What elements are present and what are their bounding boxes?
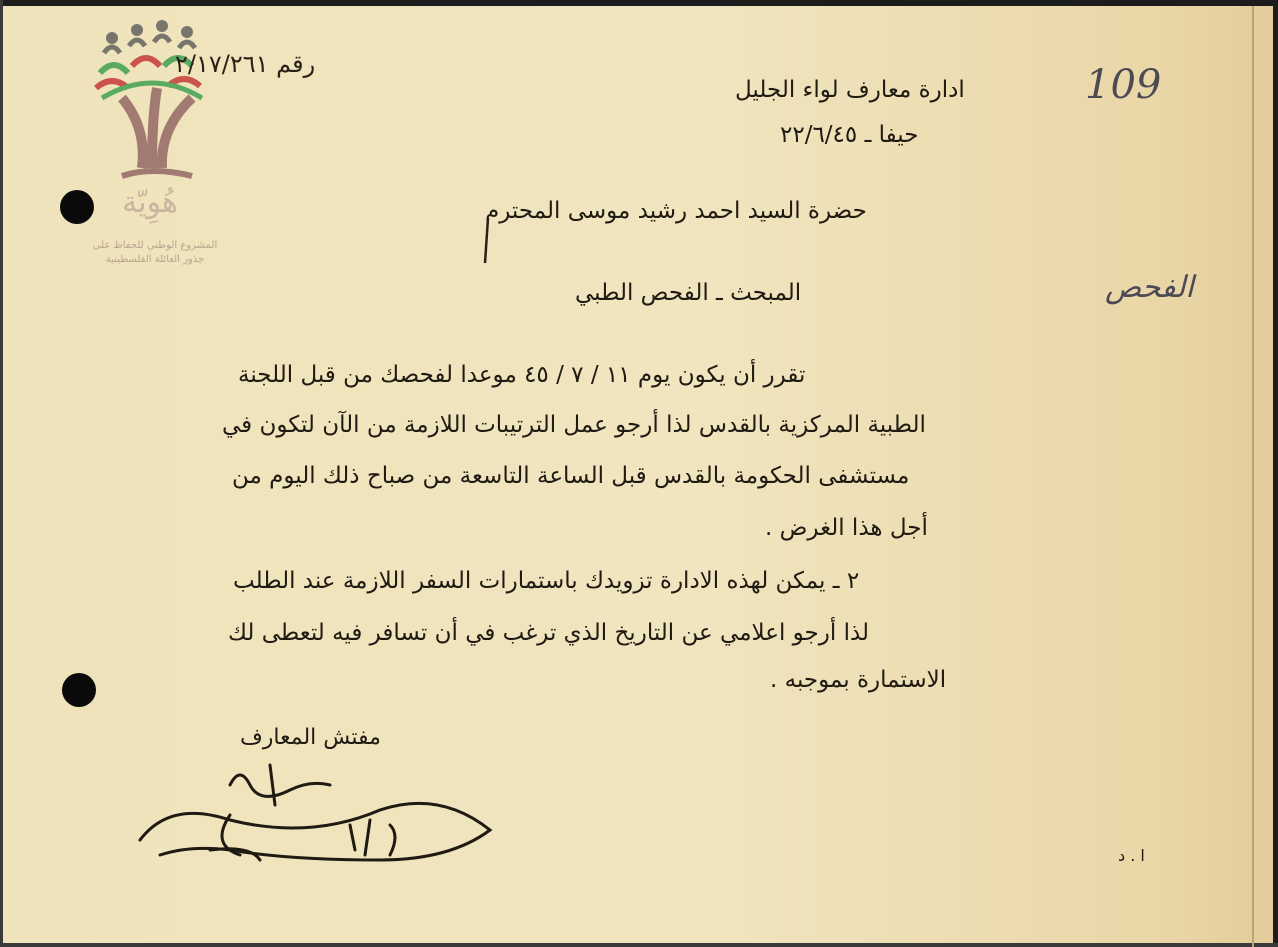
watermark-subtitle-line2: جذور العائلة الفلسطينية bbox=[105, 254, 205, 265]
recipient-line: حضرة السيد احمد رشيد موسى المحترم bbox=[485, 198, 867, 224]
scan-border-left bbox=[0, 0, 3, 947]
reference-number: رقم ٢/١٧/٢٦١ bbox=[175, 50, 316, 78]
subject-line: المبحث ـ الفحص الطبي bbox=[575, 280, 802, 306]
office-heading: ادارة معارف لواء الجليل bbox=[735, 77, 965, 103]
punch-hole-bottom bbox=[62, 673, 96, 707]
watermark-title: هُوِيّة bbox=[122, 185, 178, 220]
paragraph1-line4: أجل هذا الغرض . bbox=[765, 515, 928, 541]
paragraph1-line3: مستشفى الحكومة بالقدس قبل الساعة التاسعة من صباح ذلك اليوم من bbox=[232, 463, 910, 489]
watermark-subtitle-line1: المشروع الوطني للحفاظ على bbox=[92, 240, 218, 251]
paragraph2-line3: الاستمارة بموجبه . bbox=[770, 667, 947, 693]
paragraph1-line1: تقرر أن يكون يوم ١١ / ٧ / ٤٥ موعدا لفحصك من قبل اللجنة bbox=[238, 362, 806, 388]
margin-note-pencil: الفحص bbox=[1105, 270, 1194, 305]
scan-border-bottom bbox=[0, 943, 1278, 947]
paragraph2-line2: لذا أرجو اعلامي عن التاريخ الذي ترغب في أن تسافر فيه لتعطى لك bbox=[228, 620, 870, 646]
page-mark-pencil: 109 bbox=[1085, 62, 1162, 108]
paragraph1-line2: الطبية المركزية بالقدس لذا أرجو عمل الترتيبات اللازمة من الآن لتكون في bbox=[222, 412, 926, 438]
recipient-handwriting-stroke bbox=[470, 188, 680, 268]
place-date: حيفا ـ ٢٢/٦/٤٥ bbox=[780, 122, 919, 148]
paragraph2-line1: ٢ ـ يمكن لهذه الادارة تزويدك باستمارات السفر اللازمة عند الطلب bbox=[233, 568, 860, 594]
closing-title: مفتش المعارف bbox=[240, 725, 381, 750]
handwritten-signature bbox=[130, 755, 500, 875]
scan-border-top bbox=[0, 0, 1278, 6]
scan-border-right bbox=[1273, 0, 1278, 947]
corner-code: ا . د bbox=[1118, 846, 1145, 865]
paper-edge-line bbox=[1252, 6, 1254, 947]
